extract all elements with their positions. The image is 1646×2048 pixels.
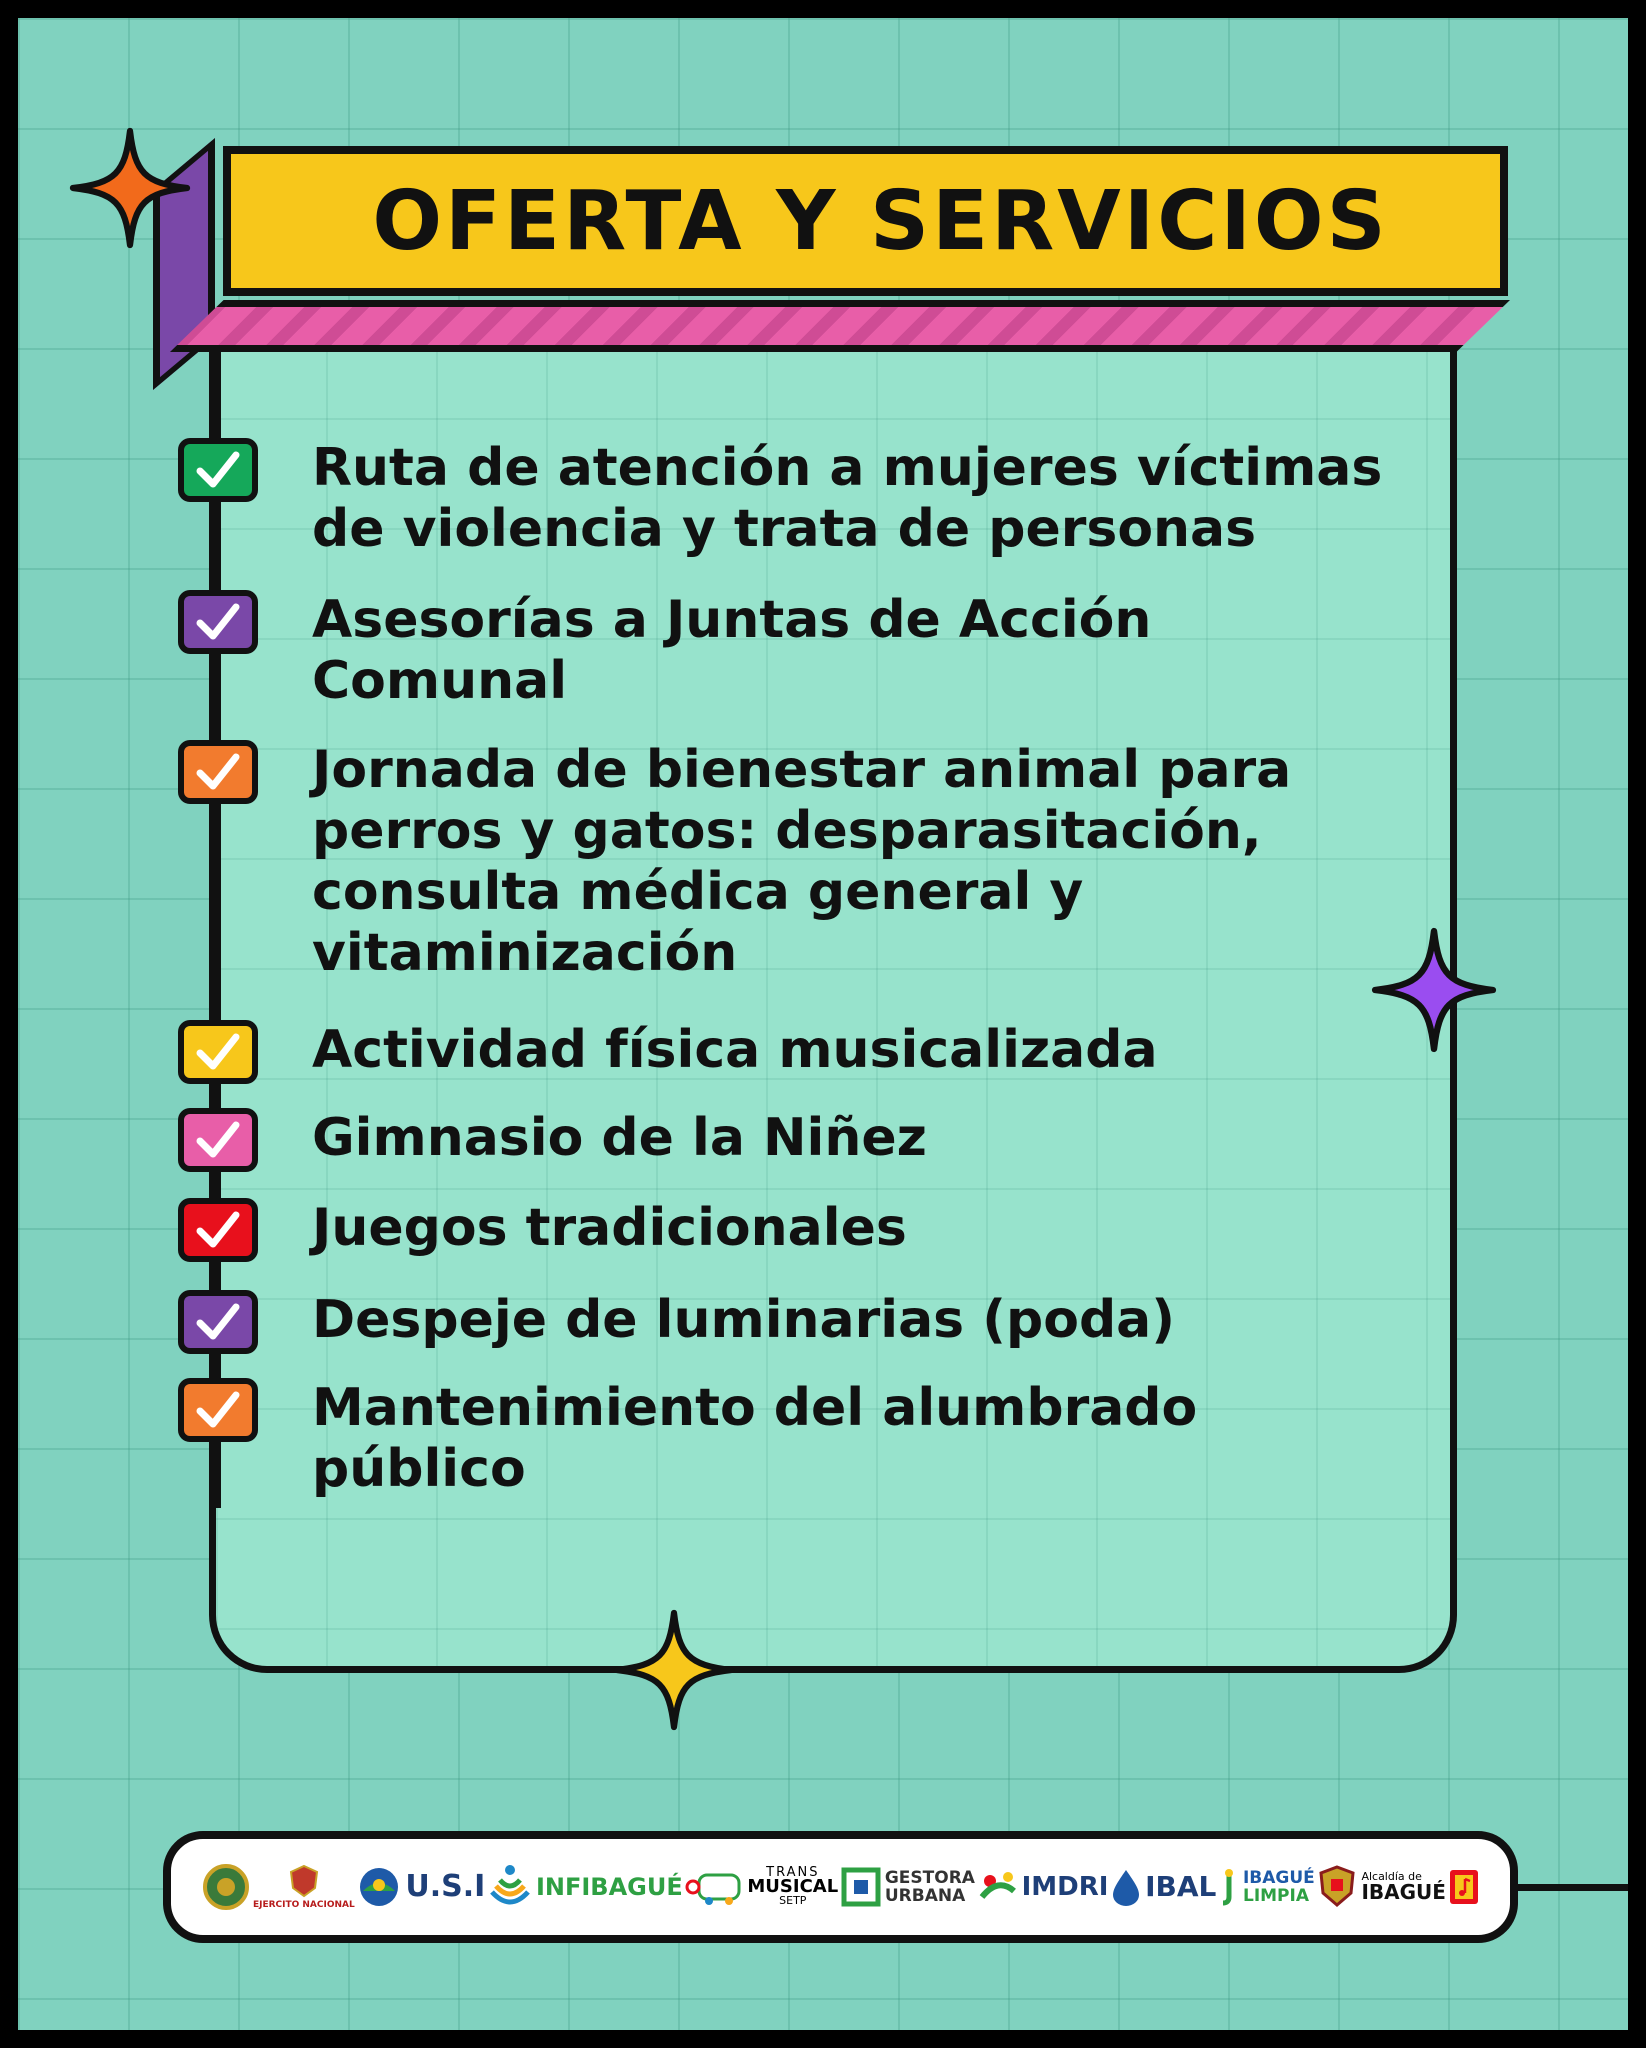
check-icon (178, 1198, 258, 1262)
ejercito-logo: EJERCITO NACIONAL (253, 1864, 355, 1910)
logo-bar-line (1513, 1884, 1628, 1891)
yellow-star-icon (612, 1608, 736, 1732)
poster-frame (18, 18, 1628, 2030)
list-item (178, 590, 1438, 712)
ibal-logo: IBAL (1111, 1867, 1216, 1907)
list-item (178, 1378, 1438, 1500)
list-item (178, 1198, 1438, 1262)
item-label: Gimnasio de la Niñez (312, 1108, 927, 1168)
transmusical-logo: TRANS MUSICAL SETP (685, 1867, 838, 1907)
item-label: Despeje de luminarias (poda) (312, 1290, 1176, 1350)
banner-stripe (170, 300, 1510, 352)
item-label: Juegos tradicionales (312, 1198, 907, 1258)
check-icon (178, 1378, 258, 1442)
item-label: Ruta de atención a mujeres víctimas de violencia y trata de personas (312, 438, 1383, 559)
item-label: Actividad física musicalizada (312, 1020, 1158, 1080)
police-seal-logo (202, 1863, 250, 1911)
item-label: Jornada de bienestar animal para perros y gatos: desparasitación, consulta médica general y vitaminización (312, 740, 1292, 983)
check-icon (178, 1020, 258, 1084)
orange-star-icon (68, 126, 192, 250)
check-icon (178, 1290, 258, 1354)
music-note-logo (1449, 1869, 1479, 1905)
check-icon (178, 1108, 258, 1172)
list-item (178, 740, 1438, 984)
usi-logo: U.S.I (357, 1865, 485, 1909)
gestora-urbana-logo: GESTORA URBANA (841, 1867, 975, 1907)
list-item (178, 1290, 1438, 1354)
alcaldia-ibague-logo: Alcaldía de IBAGUÉ (1317, 1865, 1445, 1909)
item-label: Asesorías a Juntas de Acción Comunal (312, 590, 1152, 711)
imdri-logo: IMDRI (978, 1867, 1109, 1907)
check-icon (178, 438, 258, 502)
ibague-limpia-logo: IBAGUÉ LIMPIA (1219, 1867, 1315, 1907)
page-title: OFERTA Y SERVICIOS (372, 173, 1389, 269)
infibague-logo: INFIBAGUÉ (488, 1862, 683, 1912)
item-label: Mantenimiento del alumbrado público (312, 1378, 1198, 1499)
list-item (178, 1108, 1438, 1172)
check-icon (178, 590, 258, 654)
list-item (178, 1020, 1438, 1084)
check-icon (178, 740, 258, 804)
sponsor-logo-bar (163, 1831, 1518, 1943)
list-item (178, 438, 1438, 560)
